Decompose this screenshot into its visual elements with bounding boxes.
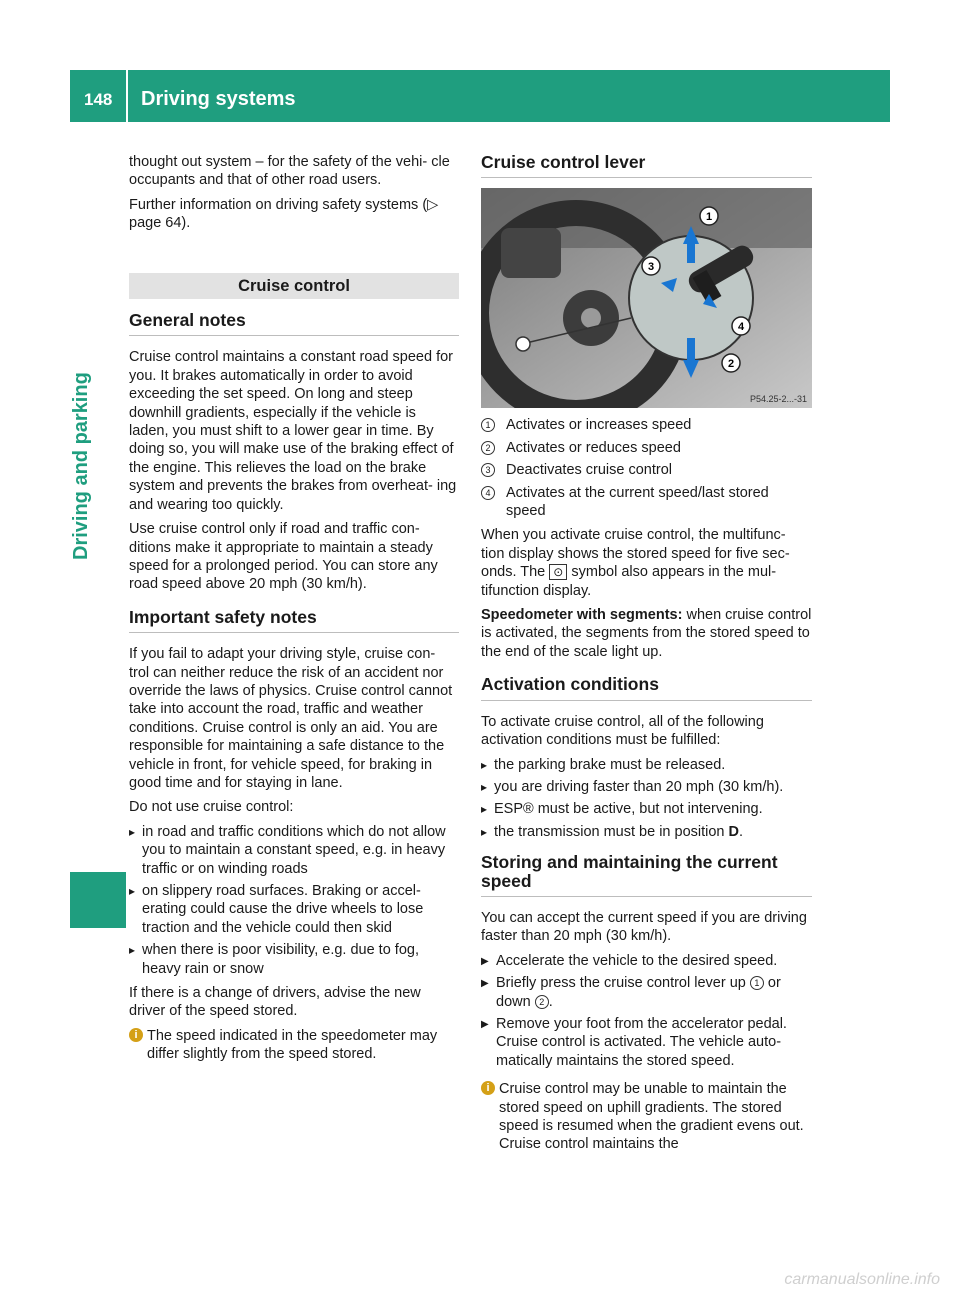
step-item [481, 974, 812, 1011]
speedometer-label: Speedometer with segments: [481, 607, 683, 624]
legend-text: Activates or increases speed [506, 417, 692, 434]
general-notes-heading: General notes [129, 311, 459, 336]
lever-p1-text-cont: symbol also appears in the mul- tifunction display. [481, 564, 777, 599]
info-note [129, 1027, 459, 1064]
intro-reference: Further information on driving safety systems (▷ page 64). [129, 196, 439, 232]
safety-notes-heading: Important safety notes [129, 608, 459, 633]
list-item-text: the transmission must be in position [494, 823, 725, 840]
lever-paragraph-2 [481, 606, 812, 661]
number-badge: 4 [481, 486, 495, 500]
storing-heading: Storing and maintaining the current speed [481, 853, 812, 897]
list-item: ▸ you are driving faster than 20 mph (30 km/h). [481, 778, 812, 796]
legend-text: Activates at the current speed/last stored speed [506, 484, 769, 520]
list-item-end: . [739, 823, 744, 840]
cruise-control-lever-photo [481, 188, 812, 408]
section-title: Driving systems [141, 88, 296, 110]
left-column [129, 153, 459, 1064]
lever-heading: Cruise control lever [481, 153, 812, 178]
list-item: ▸ on slippery road surfaces. Braking or accel- erating could cause the drive wheels to lose traction and the vehicle could then skid [129, 882, 459, 937]
safety-notes-p3: If there is a change of drivers, advise the new driver of the speed stored. [129, 985, 421, 1020]
right-column [481, 153, 812, 1154]
photo-code: P54.25-2...-31 [749, 394, 807, 405]
cruise-control-band: Cruise control [129, 273, 459, 299]
lever-p1-text: When you activate cruise control, the multifunc- tion display shows the stored speed for five sec- onds. The [481, 527, 790, 581]
step-text: or down [496, 975, 781, 1010]
list-item: ▸ the parking brake must be released. [481, 756, 812, 774]
legend-item [481, 416, 812, 434]
info-icon: i [129, 1028, 143, 1042]
general-notes-p2: Use cruise control only if road and traffic con- ditions make it appropriate to maintain a steady speed for a prolonged period. You can store any road speed above 20 mph (30 km/h). [129, 521, 438, 593]
speedometer-text: when cruise control is activated, the segments from the stored speed to the end of the scale light up. [481, 607, 812, 660]
legend-item [481, 439, 812, 457]
info-text: Cruise control may be unable to maintain the stored speed on uphill gradients. The stored speed is resumed when the gradient evens out. Cruise control maintains the [499, 1081, 804, 1153]
activation-intro: To activate cruise control, all of the following activation conditions must be fulfilled: [481, 713, 764, 749]
list-item: ▸ when there is poor visibility, e.g. due to fog, heavy rain or snow [129, 941, 459, 978]
gear-position: D [728, 823, 740, 840]
legend-text: Deactivates cruise control [506, 462, 673, 479]
svg-text:4: 4 [737, 321, 745, 334]
step-text: Briefly press the cruise control lever up [496, 975, 746, 992]
page-number: 148 [84, 90, 113, 109]
lever-legend [481, 416, 812, 520]
safety-notes-p2: Do not use cruise control: [129, 799, 294, 816]
activation-heading: Activation conditions [481, 675, 812, 700]
list-item [481, 823, 812, 841]
safety-bullet-list [129, 823, 459, 978]
info-note [481, 1080, 812, 1154]
legend-text: Activates or reduces speed [506, 439, 681, 456]
info-text: The speed indicated in the speedometer may differ slightly from the speed stored. [147, 1027, 438, 1063]
storing-intro: You can accept the current speed if you are driving faster than 20 mph (30 km/h). [481, 909, 807, 945]
step-text: . [548, 993, 553, 1010]
svg-text:1: 1 [705, 211, 713, 224]
legend-item [481, 484, 812, 521]
lever-paragraph-1 [481, 526, 812, 600]
safety-notes-p1: If you fail to adapt your driving style, cruise con- trol can neither reduce the risk of an accident nor override the laws of physics. Cruise control cannot take into account the road, traffic and weather conditions. Cruise control is only an aid. You are responsible for maintaining a safe distance to the vehicle in front, for vehicle speed, for braking in good time and for staying in lane. [129, 646, 453, 791]
number-badge: 1 [481, 418, 495, 432]
step-item: ▶ Remove your foot from the accelerator pedal. Cruise control is activated. The vehicle auto- matically maintains the stored speed. [481, 1015, 812, 1070]
side-tab-label: Driving and parking [70, 372, 92, 560]
side-tab-marker [70, 872, 126, 928]
legend-item [481, 461, 812, 479]
number-badge: 2 [535, 995, 549, 1009]
svg-text:2: 2 [727, 358, 735, 371]
number-badge: 1 [750, 976, 764, 990]
intro-paragraph: thought out system – for the safety of the vehi- cle occupants and that of other road users. [129, 154, 450, 189]
list-item: ▸ ESP® must be active, but not intervening. [481, 800, 812, 818]
step-item: ▶ Accelerate the vehicle to the desired speed. [481, 952, 812, 970]
number-badge: 3 [481, 463, 495, 477]
info-icon: i [481, 1081, 495, 1095]
list-item: ▸ in road and traffic conditions which do not allow you to maintain a constant speed, e.g. in heavy traffic or on winding roads [129, 823, 459, 878]
activation-bullet-list [481, 756, 812, 842]
header-divider [126, 70, 128, 122]
number-badge: 2 [481, 441, 495, 455]
storing-steps [481, 952, 812, 1070]
cruise-control-symbol-icon: ⊙ [549, 564, 567, 580]
watermark: carmanualsonline.info [784, 1271, 940, 1288]
general-notes-p1: Cruise control maintains a constant road speed for you. It brakes automatically in order to avoid exceeding the set speed. On long and steep downhill gradients, especially if the vehicle is laden, you must shift to a lower gear in time. By doing so, you will make use of the braking effect of the engine. This relieves the load on the brake system and prevents the brakes from overheat- ing and wearing too quickly. [129, 349, 457, 513]
svg-text:3: 3 [647, 261, 655, 274]
